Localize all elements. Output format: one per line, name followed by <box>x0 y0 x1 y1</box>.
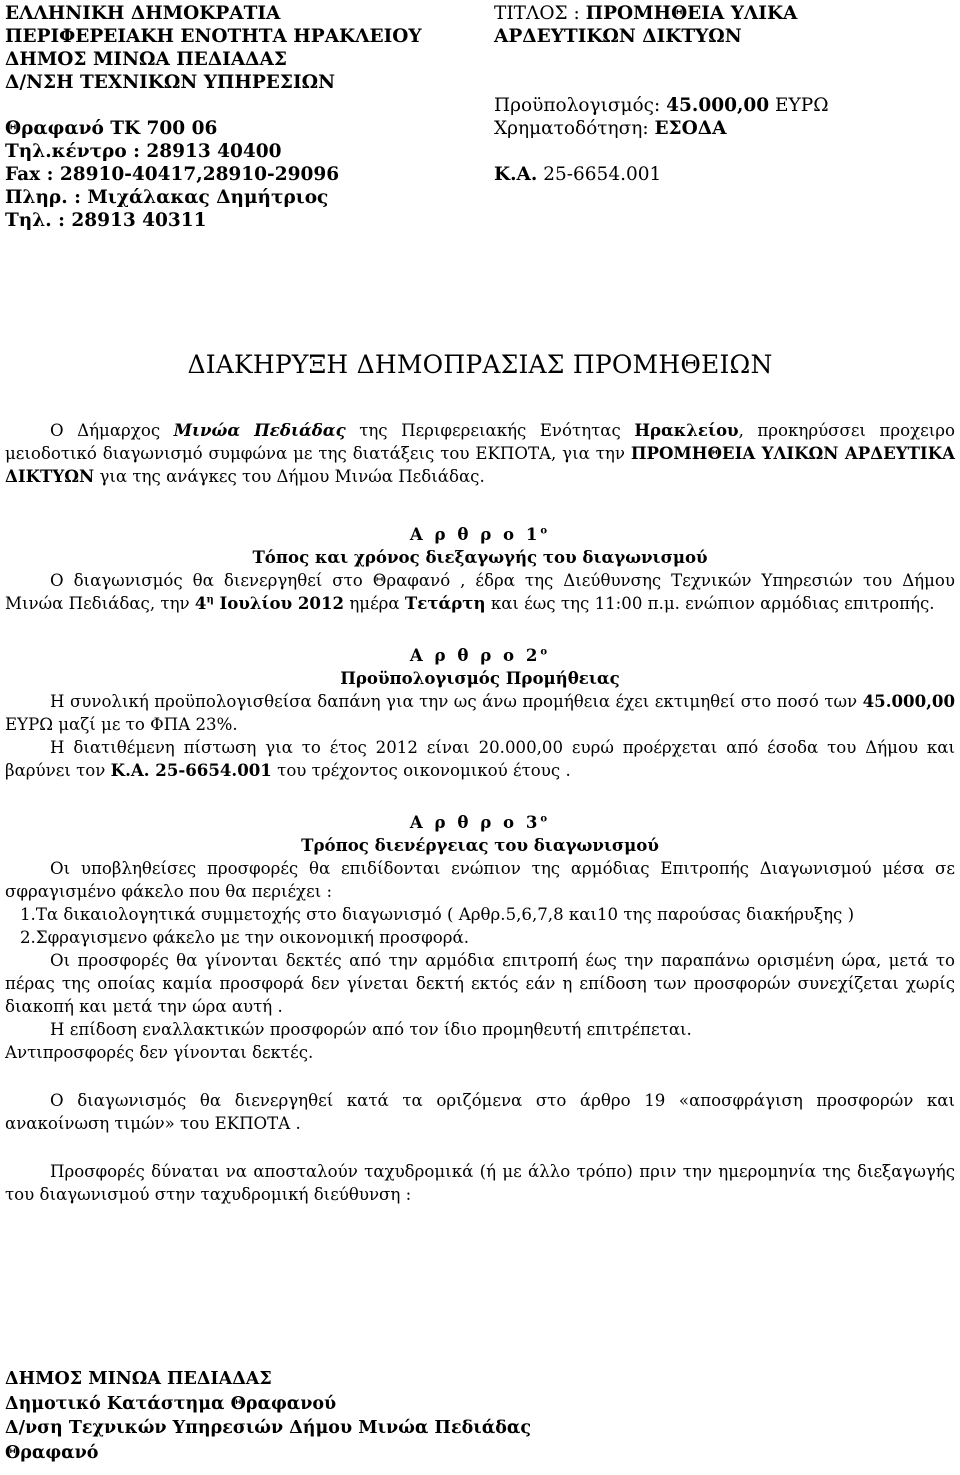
address-line: Δημοτικό Κατάστημα Θραφανού <box>5 1393 337 1414</box>
spacer <box>5 782 955 811</box>
requirement-item: 1.Τα δικαιολογητικά συμμετοχής στο διαγωνισμό ( Αρθρ.5,6,7,8 και10 της παρούσας διακήρυξης ) <box>20 905 855 924</box>
budget-label: Προϋπολογισμός: <box>494 95 661 116</box>
article-3-subtitle: Τρόπος διενέργειας του διαγωνισμού <box>301 835 659 855</box>
title-line <box>494 2 829 25</box>
issuer-block <box>5 2 422 232</box>
issuer-line: ΕΛΛΗΝΙΚΗ ΔΗΜΟΚΡΑΤΙΑ <box>5 3 281 24</box>
intro-text: , προκηρύσσει προχειρο μειοδοτικό διαγωνισμό συμφώνα με της διατάξεις του ΕΚΠΟΤΑ, για την <box>5 421 955 463</box>
article-ordinal: ο <box>540 646 551 658</box>
issuer-line: Θραφανό ΤΚ 700 06 <box>5 118 218 139</box>
budget-amount: 45.000,00 <box>862 691 955 711</box>
article-heading-text: Α ρ θ ρ ο 1 <box>409 524 541 544</box>
article-text: Η συνολική προϋπολογισθείσα δαπάνη για την ως άνω προμήθεια έχει εκτιμηθεί στο ποσό των <box>50 692 863 711</box>
mayor-name: Μινώα Πεδιάδας <box>173 420 346 440</box>
page-title: ΔΙΑΚΗΡΥΞΗ ΔΗΜΟΠΡΑΣΙΑΣ ΠΡΟΜΗΘΕΙΩΝ <box>187 350 773 379</box>
article-ordinal: ο <box>540 525 551 537</box>
mailing-address <box>5 1367 531 1465</box>
article-ordinal: ο <box>540 813 551 825</box>
project-info-block <box>494 2 829 186</box>
address-line: ΔΗΜΟΣ ΜΙΝΩΑ ΠΕΔΙΑΔΑΣ <box>5 1369 272 1389</box>
intro-text: για της ανάγκες του Δήμου Μινώα Πεδιάδας. <box>94 467 485 486</box>
article-text: ημέρα <box>344 594 405 613</box>
budget-code: Κ.Α. 25-6654.001 <box>110 760 272 780</box>
article-text: ΕΥΡΩ μαζί με το ΦΠΑ 23%. <box>5 715 238 734</box>
issuer-line: Fax : 28910-40417,28910-29096 <box>5 164 340 185</box>
budget-line <box>494 94 829 117</box>
title-value: ΠΡΟΜΗΘΕΙΑ ΥΛΙΚΑ <box>585 3 798 24</box>
article-1-subtitle: Τόπος και χρόνος διεξαγωγής του διαγωνισμού <box>252 547 708 567</box>
tender-date: Ιουλίου 2012 <box>219 593 345 613</box>
spacer <box>5 615 955 644</box>
issuer-line: Τηλ.κέντρο : 28913 40400 <box>5 141 282 162</box>
requirement-item: 2.Σφραγισμενο φάκελο με την οικονομική προσφορά. <box>20 928 469 947</box>
funding-line <box>494 117 829 140</box>
funding-value: ΕΣΟΔΑ <box>654 118 727 139</box>
article-3-text: Οι υποβληθείσες προσφορές θα επιδίδονται ενώπιον της αρμόδιας Επιτροπής Διαγωνισμού μέσα σε σφραγισμένο φάκελο που θα περιέχει : <box>5 859 955 901</box>
issuer-line: ΔΗΜΟΣ ΜΙΝΩΑ ΠΕΔΙΑΔΑΣ <box>5 49 287 70</box>
title-label: ΤΙΤΛΟΣ : <box>494 3 580 24</box>
issuer-line: Τηλ. : 28913 40311 <box>5 210 207 231</box>
day-number: 4 <box>194 593 207 613</box>
article-text: Ο διαγωνισμός θα διενεργηθεί στο Θραφανό , έδρα της Διεύθυνσης Τεχνικών Υπηρεσιών του Δήμου Μινώα Πεδιάδας, την <box>5 571 955 613</box>
article-3-text: Αντιπροσφορές δεν γίνονται δεκτές. <box>5 1043 314 1062</box>
article-3-heading <box>5 811 955 834</box>
day-ordinal: η <box>206 594 214 606</box>
intro-paragraph <box>5 419 955 488</box>
article-1-heading <box>5 523 955 546</box>
intro-text: Ο Δήμαρχος <box>50 421 174 440</box>
spacer <box>5 488 955 523</box>
article-1-text <box>5 569 955 615</box>
info-spacer <box>494 140 829 163</box>
ka-label: Κ.Α. <box>494 164 538 185</box>
article-text: Η διατιθέμενη πίστωση για το έτος 2012 είναι 20.000,00 ευρώ προέρχεται από έσοδα του Δήμου και βαρύνει τον <box>5 738 955 780</box>
article-heading-text: Α ρ θ ρ ο 2 <box>409 645 541 665</box>
budget-value: 45.000,00 <box>666 95 770 116</box>
spacer <box>5 1135 955 1160</box>
budget-currency: ΕΥΡΩ <box>775 95 829 116</box>
info-spacer <box>494 48 829 71</box>
ka-value: 25-6654.001 <box>543 164 662 185</box>
tender-weekday: Τετάρτη <box>404 593 486 613</box>
article-2-credit <box>5 736 955 782</box>
funding-label: Χρηματοδότηση: <box>494 118 649 139</box>
article-text: και έως της 11:00 π.μ. ενώπιον αρμόδιας επιτροπής. <box>485 594 935 613</box>
article-heading-text: Α ρ θ ρ ο 3 <box>409 812 541 832</box>
issuer-line: Πληρ. : Μιχάλακας Δημήτριος <box>5 187 329 208</box>
address-line: Δ/νση Τεχνικών Υπηρεσιών Δήμου Μινώα Πεδιάδας <box>5 1418 531 1438</box>
spacer <box>5 1064 955 1089</box>
article-3-text: Προσφορές δύναται να αποσταλούν ταχυδρομικά (ή με άλλο τρόπο) πριν την ημερομηνία της διεξαγωγής του διαγωνισμού στην ταχυδρομική διεύθυνση : <box>5 1162 955 1204</box>
region-name: Ηρακλείου <box>634 420 739 440</box>
article-2-subtitle: Προϋπολογισμός Προμήθειας <box>340 668 620 688</box>
procurement-subject: ΠΡΟΜΗΘΕΙΑ ΥΛΙΚΩΝ ΑΡΔΕΥΤΙΚΑ ΔΙΚΤΥΩΝ <box>5 443 955 486</box>
article-2-heading <box>5 644 955 667</box>
article-3-text: Η επίδοση εναλλακτικών προσφορών από τον ίδιο προμηθευτή επιτρέπεται. <box>50 1020 692 1039</box>
intro-text: της Περιφερειακής Ενότητας <box>345 421 635 440</box>
article-3-text: Ο διαγωνισμός θα διενεργηθεί κατά τα οριζόμενα στο άρθρο 19 «αποσφράγιση προσφορών και ανακοίνωση τιμών» του ΕΚΠΟΤΑ . <box>5 1091 955 1133</box>
article-2-text <box>5 690 955 736</box>
issuer-line: Δ/ΝΣΗ ΤΕΧΝΙΚΩΝ ΥΠΗΡΕΣΙΩΝ <box>5 72 335 93</box>
info-spacer <box>494 71 829 94</box>
document-body <box>5 419 955 1206</box>
title-value-continued: ΑΡΔΕΥΤΙΚΩΝ ΔΙΚΤΥΩΝ <box>494 26 742 47</box>
issuer-spacer <box>5 94 422 117</box>
ka-line <box>494 163 829 186</box>
address-line: Θραφανό <box>5 1442 99 1463</box>
tender-day <box>195 593 344 613</box>
issuer-line: ΠΕΡΙΦΕΡΕΙΑΚΗ ΕΝΟΤΗΤΑ ΗΡΑΚΛΕΙΟΥ <box>5 26 422 47</box>
article-text: του τρέχοντος οικονομικού έτους . <box>271 761 571 780</box>
article-3-text: Οι προσφορές θα γίνονται δεκτές από την αρμόδια επιτροπή έως την παραπάνω ορισμένη ώρα, μετά το πέρας της οποίας καμία προσφορά δεν γίνεται δεκτή εκτός εάν η επίδοση των προσφορών συνεχίζεται χωρίς διακοπή και μετά την ώρα αυτή . <box>5 951 955 1016</box>
